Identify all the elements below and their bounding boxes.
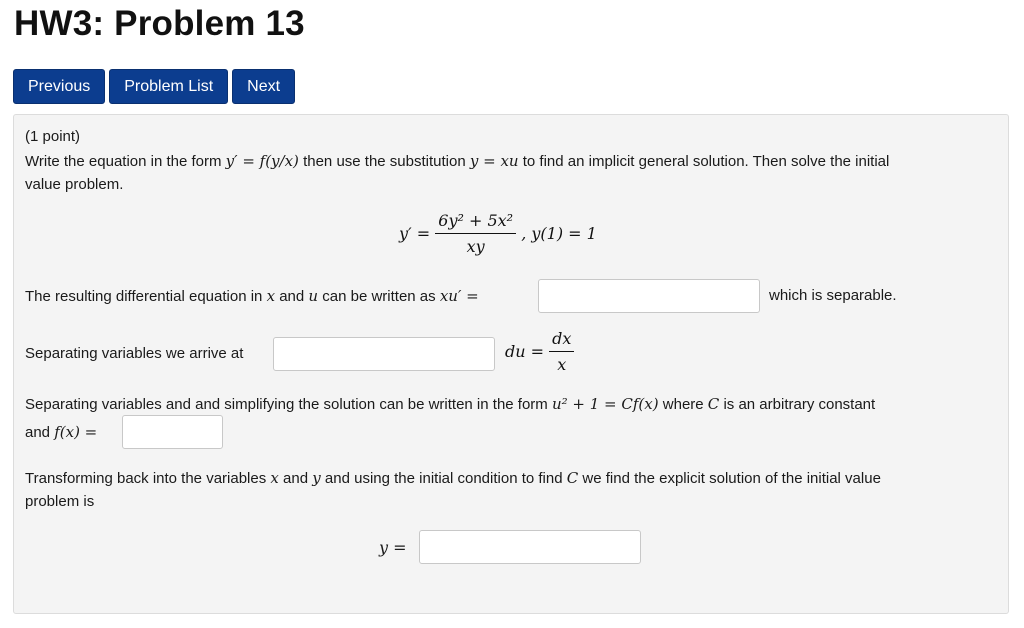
problem-navigation <box>13 69 295 104</box>
problem-panel <box>13 114 1009 614</box>
math-substitution: y = xu <box>469 152 519 170</box>
page-title: HW3: Problem 13 <box>14 4 305 43</box>
f-of-x-answer-input[interactable] <box>122 415 223 449</box>
ode-fraction <box>435 211 516 256</box>
q2-label: Separating variables we arrive at <box>25 345 244 362</box>
q3-line1: Separating variables and and simplifying the solution can be written in the form u² + 1 = Cf(x) where C is an arbitrary constant <box>25 395 876 413</box>
points-label: (1 point) <box>25 128 81 145</box>
ode-numerator: 6y² + 5x² <box>435 211 516 234</box>
q1-label: The resulting differential equation in x and u can be written as xu′ = <box>25 287 479 305</box>
explicit-solution-input[interactable] <box>419 530 641 564</box>
initial-condition: , y(1) = 1 <box>521 224 597 243</box>
math-form: y′ = f(y/x) <box>225 152 299 170</box>
previous-button[interactable]: Previous <box>13 69 105 104</box>
problem-intro-line1: Write the equation in the form y′ = f(y/x) then use the substitution y = xu to find an implicit general solution. Then solve the initial <box>25 152 890 170</box>
q4-line1: Transforming back into the variables x and y and using the initial condition to find C we find the explicit solution of the initial value <box>25 469 881 487</box>
xu-prime-answer-input[interactable] <box>538 279 760 313</box>
q1-suffix: which is separable. <box>769 287 897 304</box>
next-button[interactable]: Next <box>232 69 295 104</box>
q3-line2: and f(x) = <box>25 423 98 441</box>
problem-list-button[interactable]: Problem List <box>109 69 228 104</box>
ode-equation <box>399 211 597 256</box>
explicit-solution-label: y = <box>379 538 407 557</box>
du-dx-equation: du = $\frac{dx}{x}$ <box>505 329 574 374</box>
ode-lhs: y′ = <box>399 224 431 243</box>
separated-answer-input[interactable] <box>273 337 495 371</box>
ode-denominator: xy <box>466 237 485 256</box>
problem-intro-line2: value problem. <box>25 176 124 193</box>
q4-line2: problem is <box>25 493 95 510</box>
